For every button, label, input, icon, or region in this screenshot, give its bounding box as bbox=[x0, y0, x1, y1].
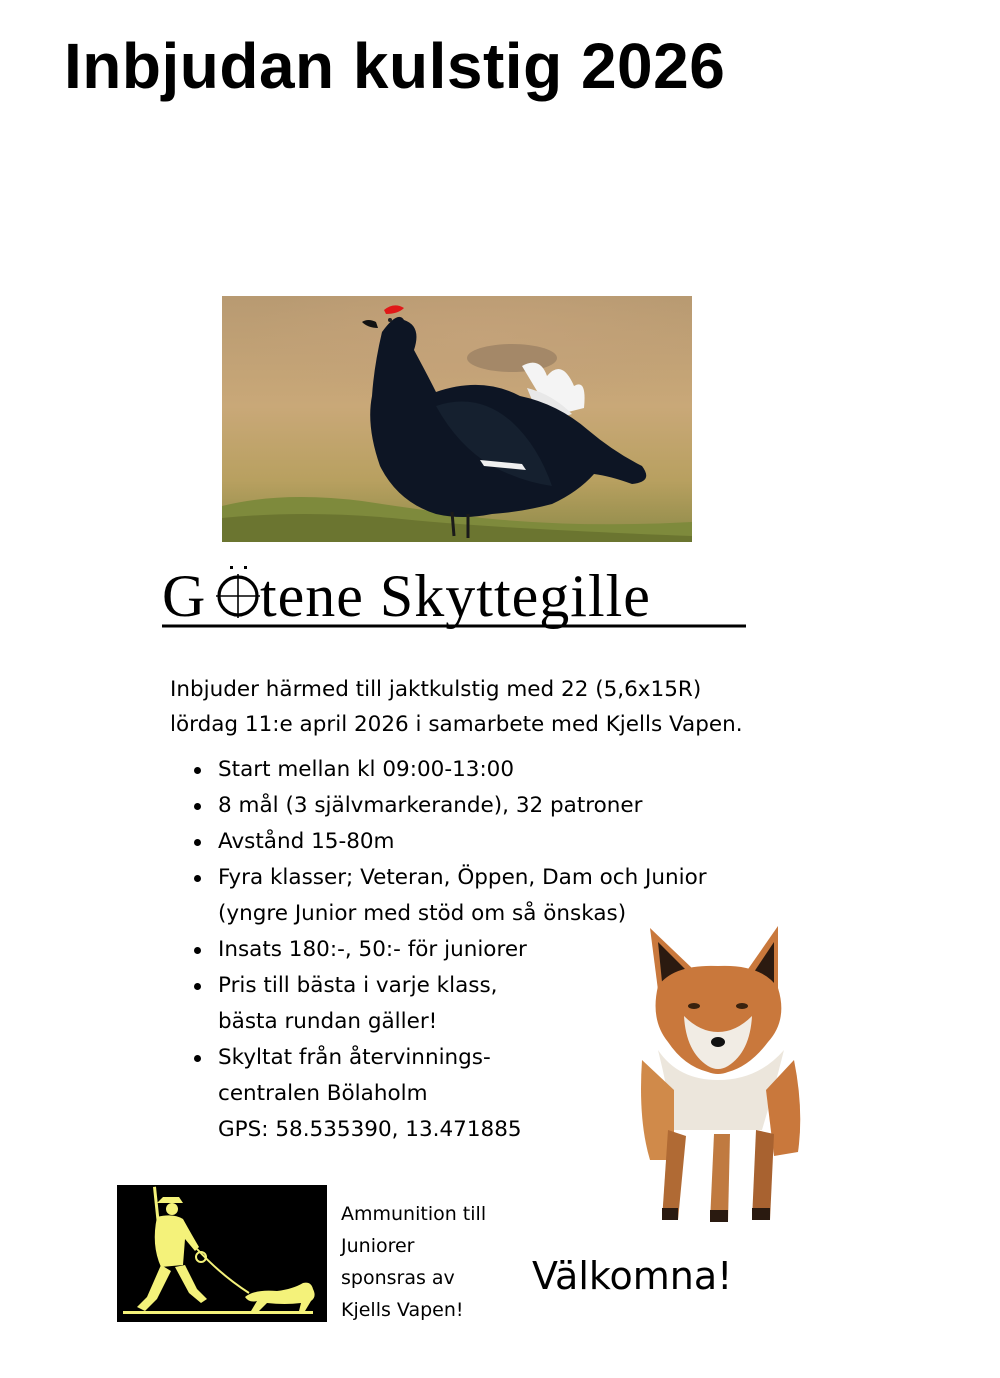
list-item: Fyra klasser; Veteran, Öppen, Dam och Junior (yngre Junior med stöd om så önskas) bbox=[190, 860, 707, 932]
hunter-with-dog-logo bbox=[117, 1185, 327, 1322]
invitation-line: lördag 11:e april 2026 i samarbete med Kjells Vapen. bbox=[170, 712, 743, 737]
list-item: Start mellan kl 09:00-13:00 bbox=[190, 752, 707, 788]
page-title: Inbjudan kulstig 2026 bbox=[64, 30, 726, 102]
sponsor-line: Kjells Vapen! bbox=[341, 1299, 464, 1321]
crosshair-icon bbox=[216, 566, 260, 618]
bullet-icon bbox=[194, 1055, 201, 1062]
list-item: Pris till bästa i varje klass, bästa rundan gäller! bbox=[190, 968, 707, 1040]
sponsor-line: Juniorer bbox=[341, 1235, 415, 1257]
club-name-rest: tene Skyttegille bbox=[260, 563, 651, 629]
sponsor-note bbox=[341, 1198, 486, 1326]
club-name-wordmark bbox=[160, 560, 750, 634]
invitation-line: Inbjuder härmed till jaktkulstig med 22 (5,6x15R) bbox=[170, 677, 702, 702]
club-name-initial: G bbox=[162, 563, 207, 629]
bullet-icon bbox=[194, 803, 201, 810]
invitation-text bbox=[170, 672, 743, 742]
bullet-icon bbox=[194, 767, 201, 774]
bullet-icon bbox=[194, 839, 201, 846]
bullet-icon bbox=[194, 983, 201, 990]
black-grouse-photo bbox=[222, 296, 692, 542]
sponsor-line: sponsras av bbox=[341, 1267, 455, 1289]
list-item: Skyltat från återvinnings- centralen Bölaholm GPS: 58.535390, 13.471885 bbox=[190, 1040, 707, 1148]
bullet-icon bbox=[194, 947, 201, 954]
sponsor-line: Ammunition till bbox=[341, 1203, 487, 1225]
welcome-text: Välkomna! bbox=[532, 1254, 733, 1298]
list-item: Avstånd 15-80m bbox=[190, 824, 707, 860]
list-item: 8 mål (3 självmarkerande), 32 patroner bbox=[190, 788, 707, 824]
list-item: Insats 180:-, 50:- för juniorer bbox=[190, 932, 707, 968]
red-fox-photo bbox=[628, 920, 808, 1230]
bullet-icon bbox=[194, 875, 201, 882]
